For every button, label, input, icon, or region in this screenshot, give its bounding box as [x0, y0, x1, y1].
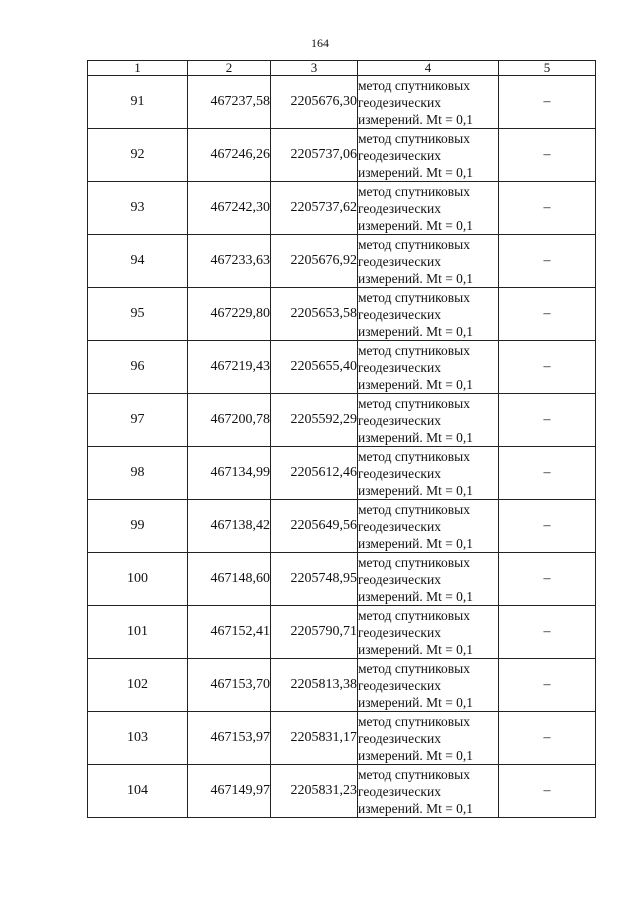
y-coordinate-cell: 2205676,92 — [271, 235, 358, 288]
y-coordinate-cell: 2205790,71 — [271, 606, 358, 659]
method-line: измерений. Mt = 0,1 — [358, 164, 474, 180]
method-cell — [358, 76, 499, 129]
table-body — [88, 76, 596, 818]
table-header — [88, 61, 596, 76]
method-line: геодезических — [358, 306, 441, 322]
x-coordinate-cell: 467219,43 — [188, 341, 271, 394]
point-number-cell: 101 — [88, 606, 188, 659]
table-row — [88, 659, 596, 712]
x-coordinate-cell: 467138,42 — [188, 500, 271, 553]
method-line: измерений. Mt = 0,1 — [358, 111, 474, 127]
method-line: геодезических — [358, 677, 441, 693]
method-line: метод спутниковых — [358, 342, 470, 358]
column-header-4: 4 — [358, 61, 499, 76]
method-line: геодезических — [358, 147, 441, 163]
method-line: метод спутниковых — [358, 130, 470, 146]
method-line: геодезических — [358, 783, 441, 799]
table-row — [88, 500, 596, 553]
x-coordinate-cell: 467242,30 — [188, 182, 271, 235]
header-row — [88, 61, 596, 76]
method-cell — [358, 712, 499, 765]
table-row — [88, 394, 596, 447]
method-cell — [358, 553, 499, 606]
x-coordinate-cell: 467149,97 — [188, 765, 271, 818]
y-coordinate-cell: 2205655,40 — [271, 341, 358, 394]
y-coordinate-cell: 2205831,23 — [271, 765, 358, 818]
point-number-cell: 91 — [88, 76, 188, 129]
method-line: измерений. Mt = 0,1 — [358, 270, 474, 286]
method-cell — [358, 129, 499, 182]
method-cell — [358, 765, 499, 818]
method-line: измерений. Mt = 0,1 — [358, 588, 474, 604]
method-line: измерений. Mt = 0,1 — [358, 429, 474, 445]
point-number-cell: 99 — [88, 500, 188, 553]
table-row — [88, 288, 596, 341]
method-line: метод спутниковых — [358, 289, 470, 305]
y-coordinate-cell: 2205612,46 — [271, 447, 358, 500]
method-line: метод спутниковых — [358, 77, 470, 93]
point-number-cell: 104 — [88, 765, 188, 818]
method-line: геодезических — [358, 624, 441, 640]
note-cell: – — [499, 553, 596, 606]
table-row — [88, 235, 596, 288]
point-number-cell: 97 — [88, 394, 188, 447]
method-line: геодезических — [358, 518, 441, 534]
note-cell: – — [499, 447, 596, 500]
note-cell: – — [499, 500, 596, 553]
x-coordinate-cell: 467237,58 — [188, 76, 271, 129]
point-number-cell: 95 — [88, 288, 188, 341]
method-cell — [358, 235, 499, 288]
method-line: измерений. Mt = 0,1 — [358, 694, 474, 710]
y-coordinate-cell: 2205653,58 — [271, 288, 358, 341]
column-header-1: 1 — [88, 61, 188, 76]
table-row — [88, 182, 596, 235]
method-line: измерений. Mt = 0,1 — [358, 217, 474, 233]
method-line: измерений. Mt = 0,1 — [358, 482, 474, 498]
method-line: метод спутниковых — [358, 660, 470, 676]
point-number-cell: 100 — [88, 553, 188, 606]
table-row — [88, 765, 596, 818]
note-cell: – — [499, 235, 596, 288]
note-cell: – — [499, 341, 596, 394]
method-line: метод спутниковых — [358, 236, 470, 252]
y-coordinate-cell: 2205649,56 — [271, 500, 358, 553]
point-number-cell: 96 — [88, 341, 188, 394]
table-row — [88, 553, 596, 606]
method-line: метод спутниковых — [358, 766, 470, 782]
x-coordinate-cell: 467246,26 — [188, 129, 271, 182]
method-line: геодезических — [358, 412, 441, 428]
table-row — [88, 341, 596, 394]
table-row — [88, 712, 596, 765]
y-coordinate-cell: 2205737,62 — [271, 182, 358, 235]
y-coordinate-cell: 2205831,17 — [271, 712, 358, 765]
note-cell: – — [499, 606, 596, 659]
table-row — [88, 447, 596, 500]
x-coordinate-cell: 467233,63 — [188, 235, 271, 288]
method-cell — [358, 182, 499, 235]
method-line: измерений. Mt = 0,1 — [358, 800, 474, 816]
point-number-cell: 98 — [88, 447, 188, 500]
method-line: измерений. Mt = 0,1 — [358, 641, 474, 657]
method-cell — [358, 394, 499, 447]
note-cell: – — [499, 765, 596, 818]
page-number: 164 — [311, 36, 329, 50]
method-line: геодезических — [358, 253, 441, 269]
point-number-cell: 94 — [88, 235, 188, 288]
x-coordinate-cell: 467229,80 — [188, 288, 271, 341]
method-line: геодезических — [358, 730, 441, 746]
note-cell: – — [499, 712, 596, 765]
method-line: геодезических — [358, 359, 441, 375]
method-line: измерений. Mt = 0,1 — [358, 747, 474, 763]
column-header-3: 3 — [271, 61, 358, 76]
note-cell: – — [499, 659, 596, 712]
x-coordinate-cell: 467134,99 — [188, 447, 271, 500]
note-cell: – — [499, 76, 596, 129]
note-cell: – — [499, 182, 596, 235]
point-number-cell: 103 — [88, 712, 188, 765]
method-line: метод спутниковых — [358, 713, 470, 729]
method-line: метод спутниковых — [358, 501, 470, 517]
x-coordinate-cell: 467148,60 — [188, 553, 271, 606]
method-line: измерений. Mt = 0,1 — [358, 535, 474, 551]
method-line: метод спутниковых — [358, 554, 470, 570]
method-cell — [358, 288, 499, 341]
method-line: геодезических — [358, 94, 441, 110]
note-cell: – — [499, 394, 596, 447]
x-coordinate-cell: 467153,97 — [188, 712, 271, 765]
method-line: метод спутниковых — [358, 183, 470, 199]
method-line: геодезических — [358, 200, 441, 216]
note-cell: – — [499, 288, 596, 341]
point-number-cell: 93 — [88, 182, 188, 235]
method-line: метод спутниковых — [358, 395, 470, 411]
y-coordinate-cell: 2205813,38 — [271, 659, 358, 712]
coordinates-table — [87, 60, 596, 818]
x-coordinate-cell: 467200,78 — [188, 394, 271, 447]
point-number-cell: 92 — [88, 129, 188, 182]
column-header-5: 5 — [499, 61, 596, 76]
method-line: геодезических — [358, 571, 441, 587]
column-header-2: 2 — [188, 61, 271, 76]
method-line: измерений. Mt = 0,1 — [358, 376, 474, 392]
method-line: измерений. Mt = 0,1 — [358, 323, 474, 339]
method-line: геодезических — [358, 465, 441, 481]
method-cell — [358, 659, 499, 712]
method-cell — [358, 606, 499, 659]
table-row — [88, 129, 596, 182]
method-line: метод спутниковых — [358, 448, 470, 464]
table-row — [88, 606, 596, 659]
note-cell: – — [499, 129, 596, 182]
y-coordinate-cell: 2205737,06 — [271, 129, 358, 182]
y-coordinate-cell: 2205676,30 — [271, 76, 358, 129]
method-line: метод спутниковых — [358, 607, 470, 623]
method-cell — [358, 447, 499, 500]
x-coordinate-cell: 467153,70 — [188, 659, 271, 712]
y-coordinate-cell: 2205748,95 — [271, 553, 358, 606]
table-row — [88, 76, 596, 129]
method-cell — [358, 341, 499, 394]
point-number-cell: 102 — [88, 659, 188, 712]
method-cell — [358, 500, 499, 553]
y-coordinate-cell: 2205592,29 — [271, 394, 358, 447]
x-coordinate-cell: 467152,41 — [188, 606, 271, 659]
